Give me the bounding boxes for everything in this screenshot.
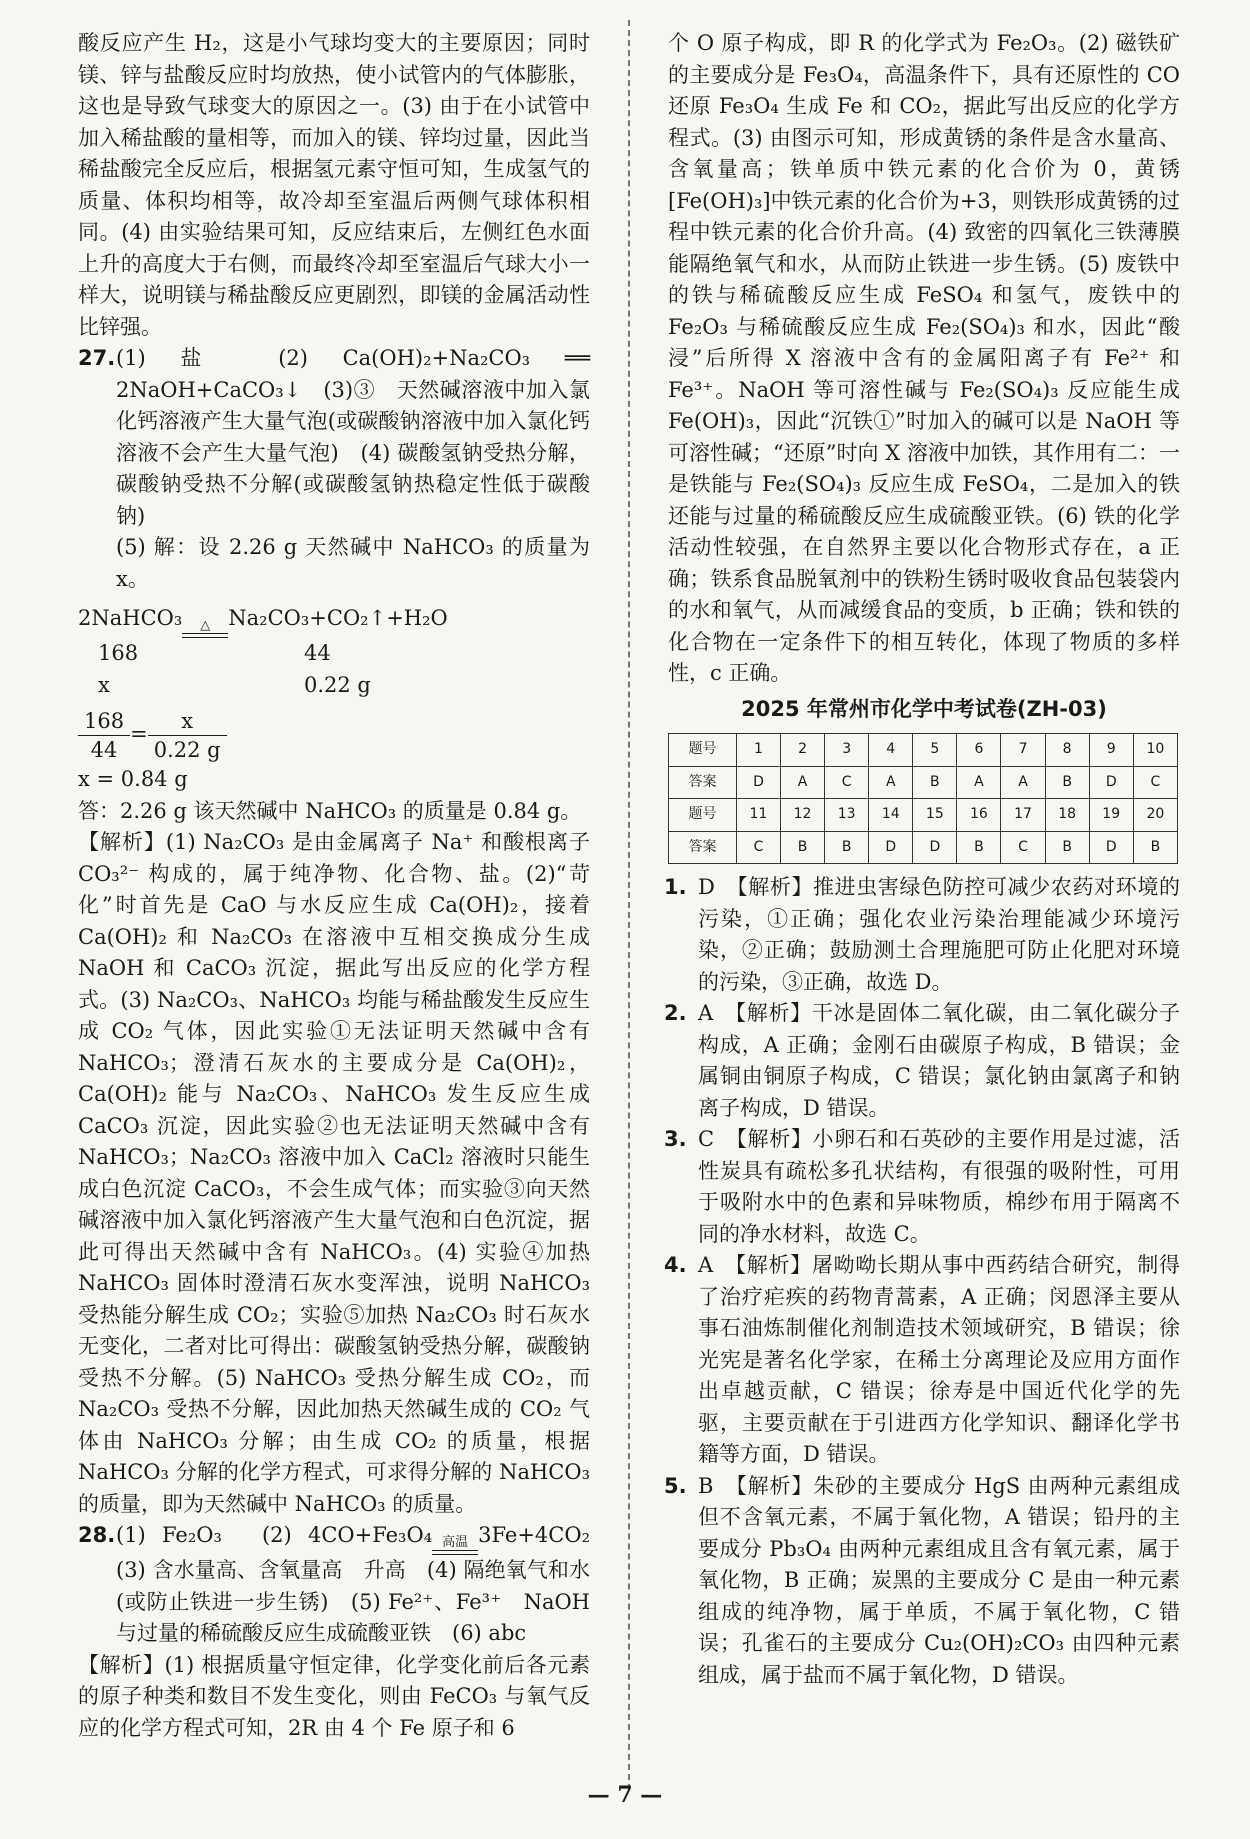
item-text: A 【解析】干冰是固体二氧化碳，由二氧化碳分子构成，A 正确；金刚石由碳原子构成，B 错误；金属铜由铜原子构成，C 错误；氯化钠由氯离子和钠离子构成，D 错误。 — [698, 1001, 1180, 1120]
table-cell: 2 — [781, 734, 825, 767]
table-cell: A — [869, 766, 913, 799]
right-column — [664, 28, 1180, 1691]
answer-item-3 — [664, 1124, 1180, 1250]
q28-analysis: 【解析】(1) 根据质量守恒定律，化学变化前后各元素的原子种类和数目不发生变化，则由 FeCO₃ 与氧气反应的化学方程式可知，2R 由 4 个 Fe 原子和 6 — [78, 1652, 590, 1740]
eq-products: Na₂CO₃+CO₂↑+H₂O — [228, 606, 448, 630]
proportion — [78, 707, 590, 764]
row-label: 题号 — [669, 734, 737, 767]
mass-44: 44 — [304, 641, 331, 665]
table-cell: D — [736, 766, 780, 799]
q27-answer-text: (1) 盐 (2) Ca(OH)₂+Na₂CO₃ ══ 2NaOH+CaCO₃↓ (3)③ 天然碱溶液中加入氯化钙溶液产生大量气泡(或碳酸钠溶液中加入氯化钙溶液不会产生大量气泡) (4) 碳酸氢钠受热分解，碳酸钠受热不分解(或碳酸氢钠热稳定性低于碳酸钠) — [116, 346, 590, 528]
table-cell: B — [957, 831, 1001, 864]
question-28 — [78, 1520, 611, 1650]
table-cell: 15 — [913, 799, 957, 832]
q27-analysis: 【解析】(1) Na₂CO₃ 是由金属离子 Na⁺ 和酸根离子 CO₃²⁻ 构成的，属于纯净物、化合物、盐。(2)“苛化”时首先是 CaO 与水反应生成 Ca(OH)₂，接着 Ca(OH)₂ 和 Na₂CO₃ 在溶液中互相交换成分生成 NaOH 和 CaCO₃ 沉淀，据此写出反应的化学方程式。(3) Na₂CO₃、NaHCO₃ 均能与稀盐酸发生反应生成 CO₂ 气体，因此实验①无法证明天然碱中含有 NaHCO₃；澄清石灰水的主要成分是 Ca(OH)₂，Ca(OH)₂ 能与 Na₂CO₃、NaHCO₃ 发生反应生成 CaCO₃ 沉淀，因此实验②也无法证明天然碱中含有 NaHCO₃；Na₂CO₃ 溶液中加入 CaCl₂ 溶液时只能生成白色沉淀 CaCO₃，不会生成气体；而实验③向天然碱溶液中加入氯化钙溶液产生大量气泡和白色沉淀，据此可得出天然碱中含有 NaHCO₃。(4) 实验④加热 NaHCO₃ 固体时澄清石灰水变浑浊，说明 NaHCO₃ 受热能分解生成 CO₂；实验⑤加热 Na₂CO₃ 时石灰水无变化，二者对比可得出：碳酸氢钠受热分解，碳酸钠受热不分解。(5) NaHCO₃ 受热分解生成 CO₂，而 Na₂CO₃ 受热不分解，因此加热天然碱生成的 CO₂ 气体由 NaHCO₃ 分解；由生成 CO₂ 的质量，根据 NaHCO₃ 分解的化学方程式，可求得分解的 NaHCO₃ 的质量，即为天然碱中 NaHCO₃ 的质量。 — [78, 830, 590, 1516]
q28-answer-part1: (1) Fe₂O₃ (2) 4CO+Fe₃O₄ — [116, 1523, 433, 1547]
q28-answers — [78, 1520, 611, 1650]
table-cell: 1 — [736, 734, 780, 767]
table-cell: B — [913, 766, 957, 799]
table-row — [669, 831, 1178, 864]
result-line: x = 0.84 g — [78, 767, 188, 791]
item-text: D 【解析】推进虫害绿色防控可减少农药对环境的污染，①正确；强化农业污染治理能减少环境污染，②正确；鼓励测土合理施肥可防止化肥对环境的污染，③正确，故选 D。 — [698, 875, 1180, 994]
eq-condition: △ — [182, 619, 228, 638]
table-cell: 5 — [913, 734, 957, 767]
table-cell: 6 — [957, 734, 1001, 767]
table-cell: 8 — [1045, 734, 1089, 767]
item-number: 1. — [664, 875, 687, 899]
table-cell: 14 — [869, 799, 913, 832]
item-text: A 【解析】屠呦呦长期从事中西药结合研究，制得了治疗疟疾的药物青蒿素，A 正确；闵恩泽主要从事石油炼制催化剂制造技术领域研究，B 错误；徐光宪是著名化学家，在稀土分离理论及应用方面作出卓越贡献，C 错误；徐寿是中国近代化学的先驱，主要贡献在于引进西方化学知识、翻译化学书籍等方面，D 错误。 — [698, 1253, 1180, 1466]
row-label: 题号 — [669, 799, 737, 832]
table-row — [669, 734, 1178, 767]
row-label: 答案 — [669, 766, 737, 799]
left-column — [78, 28, 611, 1744]
table-cell: 20 — [1133, 799, 1177, 832]
row-label: 答案 — [669, 831, 737, 864]
item-number: 4. — [664, 1253, 687, 1277]
table-cell: 4 — [869, 734, 913, 767]
answer-item-4 — [664, 1250, 1180, 1471]
item-number: 5. — [664, 1473, 687, 1498]
table-cell: C — [1001, 831, 1045, 864]
answer-item-5 — [664, 1471, 1180, 1692]
q28-answer-part2: 3Fe+4CO₂ (3) 含水量高、含氧量高 升高 (4) 隔绝氧气和水(或防止铁进一步生锈) (5) Fe²⁺、Fe³⁺ NaOH 与过量的稀硫酸反应生成硫酸亚铁 (6) abc — [116, 1523, 611, 1645]
var-x: x — [98, 672, 110, 697]
table-cell: 12 — [781, 799, 825, 832]
table-cell: 11 — [736, 799, 780, 832]
table-cell: B — [825, 831, 869, 864]
item-number: 2. — [664, 1001, 687, 1025]
question-27 — [78, 343, 590, 595]
molar-mass-row — [78, 638, 590, 670]
table-cell: B — [1133, 831, 1177, 864]
table-cell: B — [1045, 766, 1089, 799]
table-cell: A — [1001, 766, 1045, 799]
exam-title: 2025 年常州市化学中考试卷(ZH-03) — [741, 696, 1107, 721]
table-cell: C — [1133, 766, 1177, 799]
table-row — [669, 799, 1178, 832]
continued-analysis: 个 O 原子构成，即 R 的化学式为 Fe₂O₃。(2) 磁铁矿的主要成分是 Fe₃O₄，高温条件下，具有还原性的 CO 还原 Fe₃O₄ 生成 Fe 和 CO₂，据此写出反应的化学方程式。(3) 由图示可知，形成黄锈的条件是含水量高、含氧量高；铁单质中铁元素的化合价为 0，黄锈[Fe(OH)₃]中铁元素的化合价为+3，则铁形成黄锈的过程中铁元素的化合价升高。(4) 致密的四氧化三铁薄膜能隔绝氧气和水，从而防止铁进一步生锈。(5) 废铁中的铁与稀硫酸反应生成 FeSO₄ 和氢气，废铁中的 Fe₂O₃ 与稀硫酸反应生成 Fe₂(SO₄)₃ 和水，因此“酸浸”后所得 X 溶液中含有的金属阳离子有 Fe²⁺ 和 Fe³⁺。NaOH 等可溶性碱与 Fe₂(SO₄)₃ 反应能生成 Fe(OH)₃，因此“沉铁①”时加入的碱可以是 NaOH 等可溶性碱；“还原”时向 X 溶液中加铁，其作用有二：一是铁能与 Fe₂(SO₄)₃ 反应生成 FeSO₄，二是加入的铁还能与过量的稀硫酸反应生成硫酸亚铁。(6) 铁的化学活动性较强，在自然界主要以化合物形式存在，a 正确；铁系食品脱氧剂中的铁粉生锈时吸收食品包装袋内的水和氧气，从而减缓食品的变质，b 正确；铁和铁的化合物在一定条件下的相互转化，体现了物质的多样性，c 正确。 — [668, 31, 1180, 685]
item-text: C 【解析】小卵石和石英砂的主要作用是过滤，活性炭具有疏松多孔状结构，有很强的吸附性，可用于吸附水中的色素和异味物质，棉纱布用于隔离不同的净水材料，故选 C。 — [698, 1127, 1180, 1246]
table-cell: A — [781, 766, 825, 799]
answer-line: 答：2.26 g 该天然碱中 NaHCO₃ 的质量是 0.84 g。 — [78, 798, 582, 823]
table-cell: D — [869, 831, 913, 864]
equals-sign: = — [130, 722, 148, 746]
table-cell: 10 — [1133, 734, 1177, 767]
table-cell: A — [957, 766, 1001, 799]
table-cell: B — [781, 831, 825, 864]
column-divider — [628, 20, 630, 1790]
continued-paragraph: 酸反应产生 H₂，这是小气球均变大的主要原因；同时镁、锌与盐酸反应时均放热，使小试管内的气体膨胀，这也是导致气球变大的原因之一。(3) 由于在小试管中加入稀盐酸的量相等，而加入的镁、锌均过量，因此当稀盐酸完全反应后，根据氢元素守恒可知，生成氢气的质量、体积均相等，故冷却至室温后两侧气球体积相同。(4) 由实验结果可知，反应结束后，左侧红色水面上升的高度大于右侧，而最终冷却至室温后气球大小一样大，说明镁与稀盐酸反应更剧烈，即镁的金属活动性比锌强。 — [78, 31, 590, 339]
q28-number: 28. — [78, 1523, 116, 1547]
q27-solution-intro: (5) 解：设 2.26 g 天然碱中 NaHCO₃ 的质量为 x。 — [116, 535, 590, 591]
item-number: 3. — [664, 1127, 687, 1151]
page-number: — 7 — — [587, 1782, 663, 1808]
var-value: 0.22 g — [304, 672, 371, 697]
table-cell: D — [1089, 831, 1133, 864]
q27-number: 27. — [78, 346, 116, 370]
chemical-equation — [78, 603, 590, 638]
eq-reactant: 2NaHCO₃ — [78, 606, 183, 630]
variable-row — [78, 670, 590, 702]
table-cell: D — [1089, 766, 1133, 799]
answer-item-1 — [664, 872, 1180, 998]
answer-table — [668, 733, 1178, 864]
table-cell: 13 — [825, 799, 869, 832]
answer-item-2 — [664, 998, 1180, 1124]
table-cell: 7 — [1001, 734, 1045, 767]
item-text: B 【解析】朱砂的主要成分 HgS 由两种元素组成但不含氧元素，不属于氧化物，A 错误；铅丹的主要成分 Pb₃O₄ 由两种元素组成且含有氧元素，属于氧化物，B 正确；炭黑的主要成分 C 是由一种元素组成的纯净物，属于单质，不属于氧化物，C 错误；孔雀石的主要成分 Cu₂(OH)₂CO₃ 由四种元素组成，属于盐而不属于氧化物，D 错误。 — [698, 1473, 1180, 1687]
table-row — [669, 766, 1178, 799]
table-cell: 9 — [1089, 734, 1133, 767]
table-cell: 3 — [825, 734, 869, 767]
q28-condition: 高温 — [432, 1536, 478, 1555]
table-cell: 18 — [1045, 799, 1089, 832]
table-cell: D — [913, 831, 957, 864]
table-cell: 19 — [1089, 799, 1133, 832]
table-cell: C — [736, 831, 780, 864]
table-cell: 17 — [1001, 799, 1045, 832]
fraction-left: $\frac{168}{44}$ — [78, 707, 130, 764]
mass-168: 168 — [98, 641, 139, 665]
fraction-right: $\frac{x}{0.22 g}$ — [148, 707, 227, 764]
table-cell: C — [825, 766, 869, 799]
table-cell: 16 — [957, 799, 1001, 832]
table-cell: B — [1045, 831, 1089, 864]
q27-answers — [78, 343, 590, 532]
